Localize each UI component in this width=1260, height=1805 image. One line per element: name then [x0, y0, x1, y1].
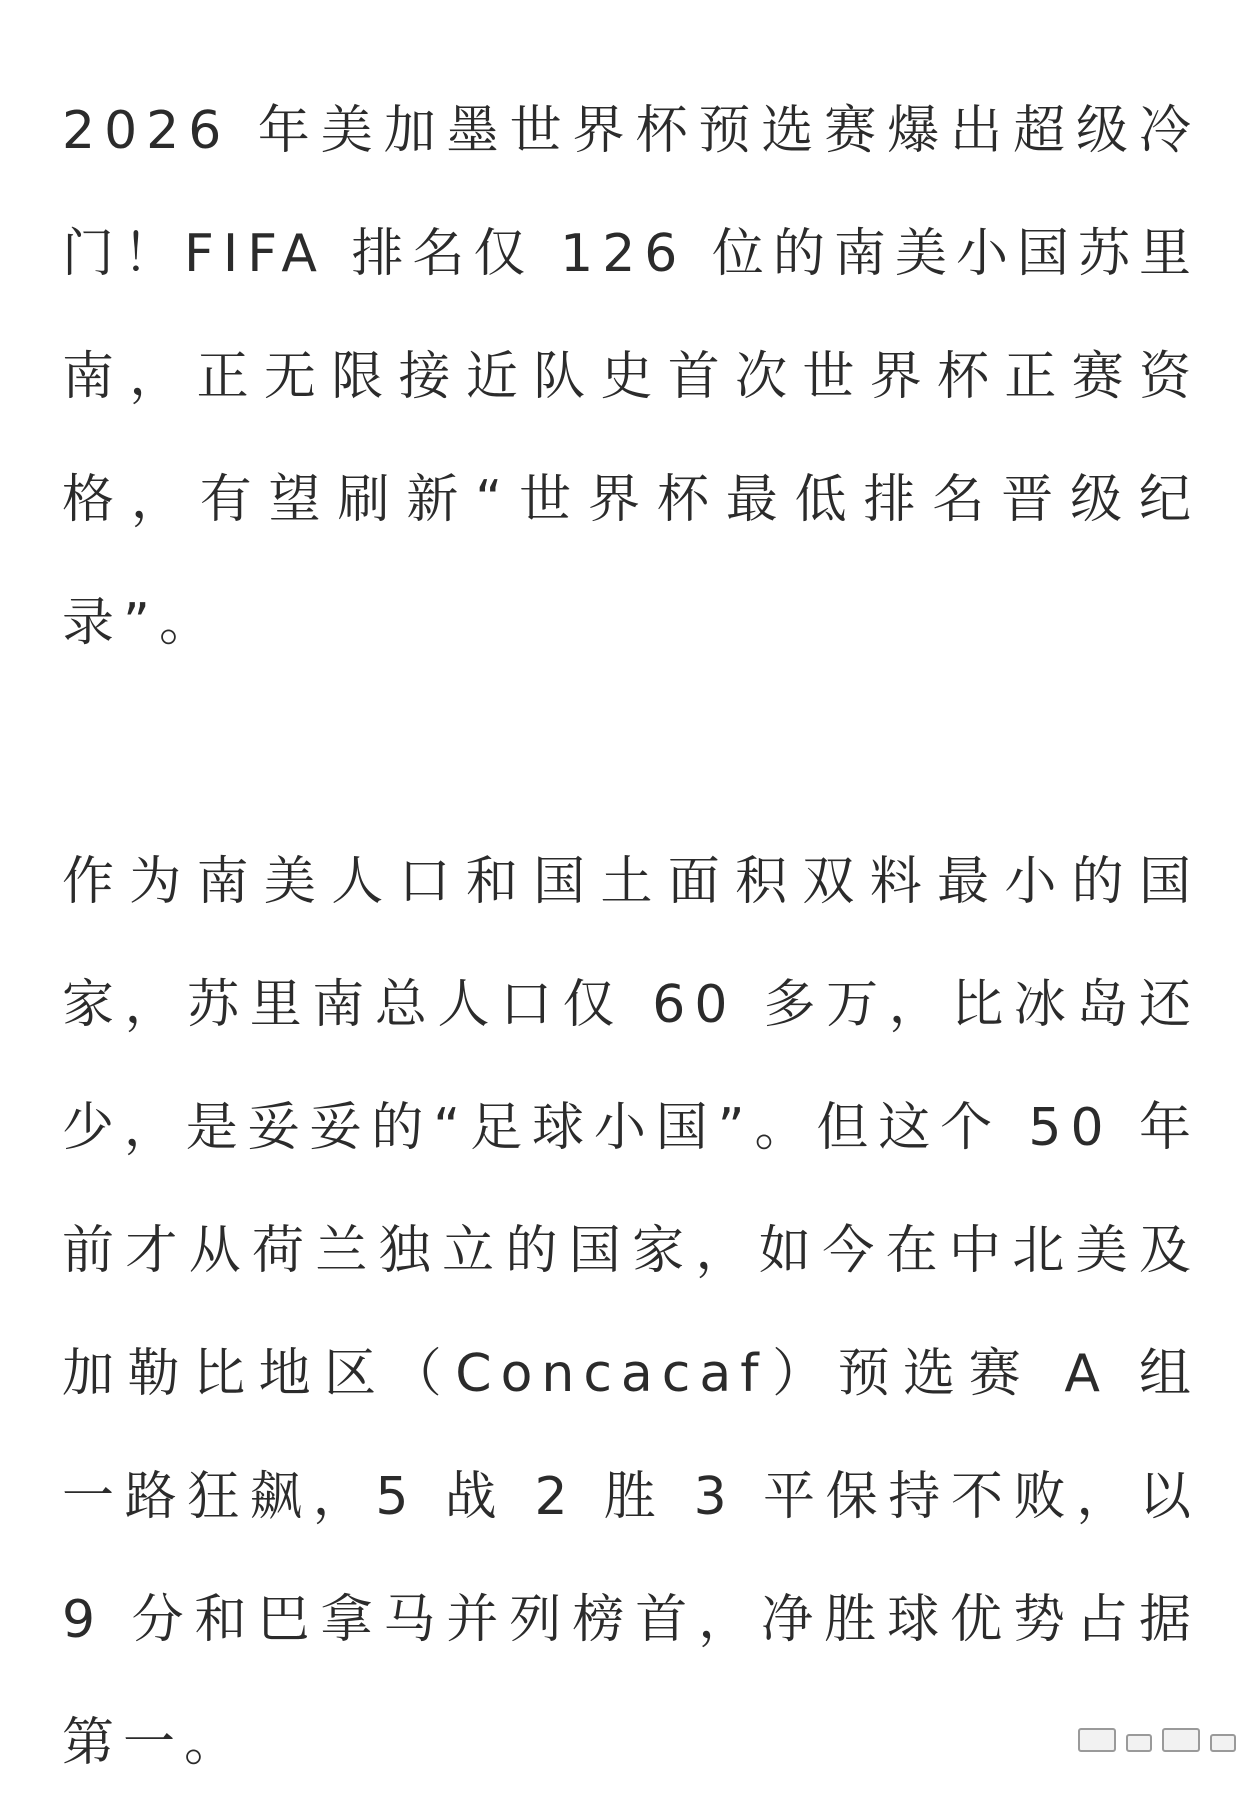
watermark-mark-icon [1162, 1728, 1200, 1752]
watermark-logo [1078, 1728, 1236, 1752]
paragraph-1: 2026 年美加墨世界杯预选赛爆出超级冷门！FIFA 排名仅 126 位的南美小国苏里南，正无限接近队史首次世界杯正赛资格，有望刷新“世界杯最低排名晋级纪录”。 [62, 101, 1200, 653]
article-body [62, 70, 1200, 1805]
paragraph-spacer [62, 685, 1200, 821]
watermark-mark-icon [1126, 1734, 1152, 1752]
paragraph-2: 作为南美人口和国土面积双料最小的国家，苏里南总人口仅 60 多万，比冰岛还少，是妥妥的“足球小国”。但这个 50 年前才从荷兰独立的国家，如今在中北美及加勒比地区（Concacaf）预选赛 A 组一路狂飙，5 战 2 胜 3 平保持不败，以 9 分和巴拿马并列榜首，净胜球优势占据第一。 [62, 852, 1200, 1773]
watermark-mark-icon [1078, 1728, 1116, 1752]
watermark-mark-icon [1210, 1734, 1236, 1752]
